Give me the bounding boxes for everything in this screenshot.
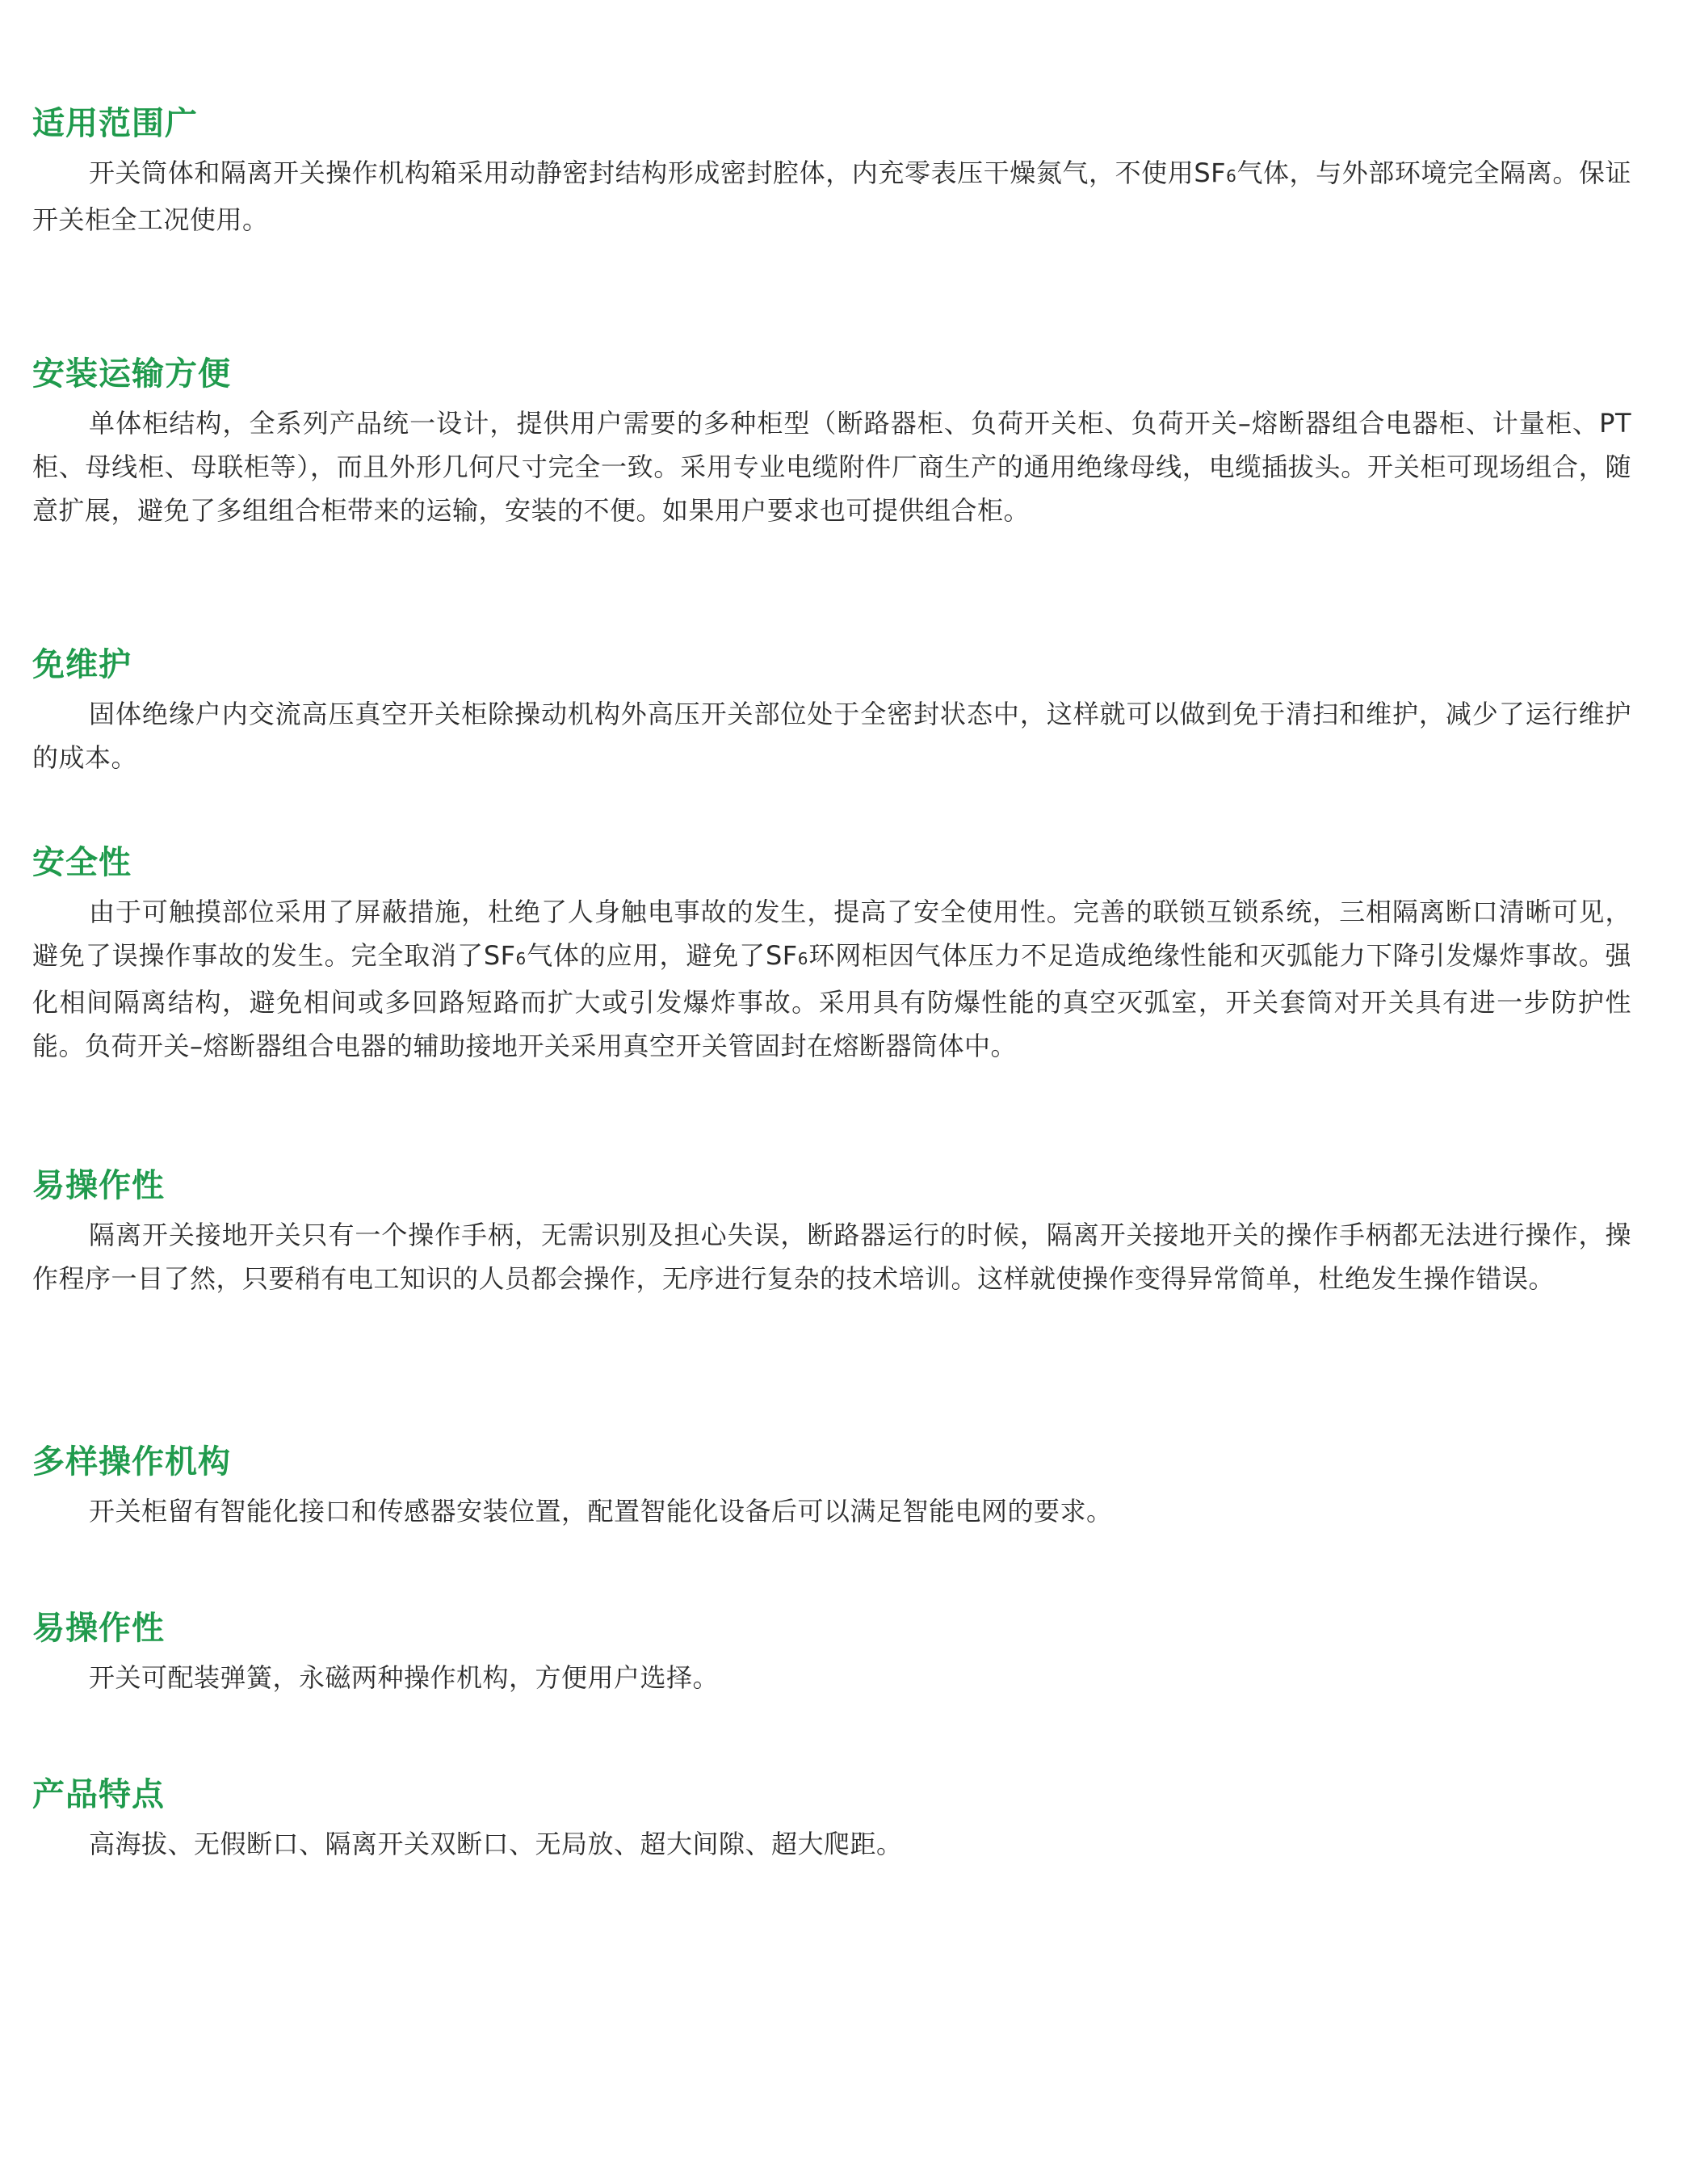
section-installation-transport	[32, 351, 1631, 532]
body-text: 由于可触摸部位采用了屏蔽措施，杜绝了人身触电事故的发生，提高了安全使用性。完善的联锁互锁系统，三相隔离断口清晰可见，避免了误操作事故的发生。完全取消了SF	[32, 897, 1631, 971]
section-title: 适用范围广	[32, 105, 198, 142]
section-safety	[32, 840, 1631, 1068]
section-body: 高海拔、无假断口、隔离开关双断口、无局放、超大间隙、超大爬距。	[89, 1829, 903, 1859]
body-text: 气体，与外部环境完全隔离。保证开关柜全工况使用。	[32, 158, 1631, 235]
body-text: 开关筒体和隔离开关操作机构箱采用动静密封结构形成密封腔体，内充零表压干燥氮气，不使用SF	[89, 158, 1227, 188]
section-body: 开关可配装弹簧，永磁两种操作机构，方便用户选择。	[89, 1662, 720, 1693]
section-ease-of-operation	[32, 1163, 1631, 1300]
section-maintenance-free	[32, 642, 1631, 779]
section-body	[32, 151, 1631, 242]
section-ease-of-operation-2	[32, 1606, 1631, 1699]
section-operating-mechanisms	[32, 1439, 1631, 1533]
body-text: 气体的应用，避免了SF	[526, 940, 798, 971]
section-product-features	[32, 1772, 1631, 1866]
subscript-six: 6	[515, 949, 527, 968]
section-title: 易操作性	[32, 1610, 165, 1647]
section-title: 易操作性	[32, 1167, 165, 1204]
section-title: 安全性	[32, 844, 132, 881]
section-body	[32, 890, 1631, 1068]
section-title: 产品特点	[32, 1776, 165, 1813]
section-body: 单体柜结构，全系列产品统一设计，提供用户需要的多种柜型（断路器柜、负荷开关柜、负荷开关–熔断器组合电器柜、计量柜、PT柜、母线柜、母联柜等），而且外形几何尺寸完全一致。采用专业电缆附件厂商生产的通用绝缘母线，电缆插拔头。开关柜可现场组合，随意扩展，避免了多组组合柜带来的运输，安装的不便。如果用户要求也可提供组合柜。	[32, 408, 1631, 526]
section-title: 多样操作机构	[32, 1443, 231, 1480]
section-body: 固体绝缘户内交流高压真空开关柜除操动机构外高压开关部位处于全密封状态中，这样就可以做到免于清扫和维护，减少了运行维护的成本。	[32, 699, 1631, 773]
section-body: 隔离开关接地开关只有一个操作手柄，无需识别及担心失误，断路器运行的时候，隔离开关接地开关的操作手柄都无法进行操作，操作程序一目了然，只要稍有电工知识的人员都会操作，无序进行复杂的技术培训。这样就使操作变得异常简单，杜绝发生操作错误。	[32, 1220, 1631, 1294]
section-body: 开关柜留有智能化接口和传感器安装位置，配置智能化设备后可以满足智能电网的要求。	[89, 1496, 1113, 1527]
subscript-six: 6	[1226, 166, 1237, 186]
body-text: 环网柜因气体压力不足造成绝缘性能和灭弧能力下降引发爆炸事故。强化相间隔离结构，避免相间或多回路短路而扩大或引发爆炸事故。采用具有防爆性能的真空灭弧室，开关套筒对开关具有进一步防护性能。负荷开关–熔断器组合电器的辅助接地开关采用真空开关管固封在熔断器筒体中。	[32, 940, 1631, 1061]
section-title: 免维护	[32, 646, 132, 683]
subscript-six: 6	[797, 949, 808, 968]
section-application-range	[32, 101, 1631, 242]
section-title: 安装运输方便	[32, 355, 231, 393]
